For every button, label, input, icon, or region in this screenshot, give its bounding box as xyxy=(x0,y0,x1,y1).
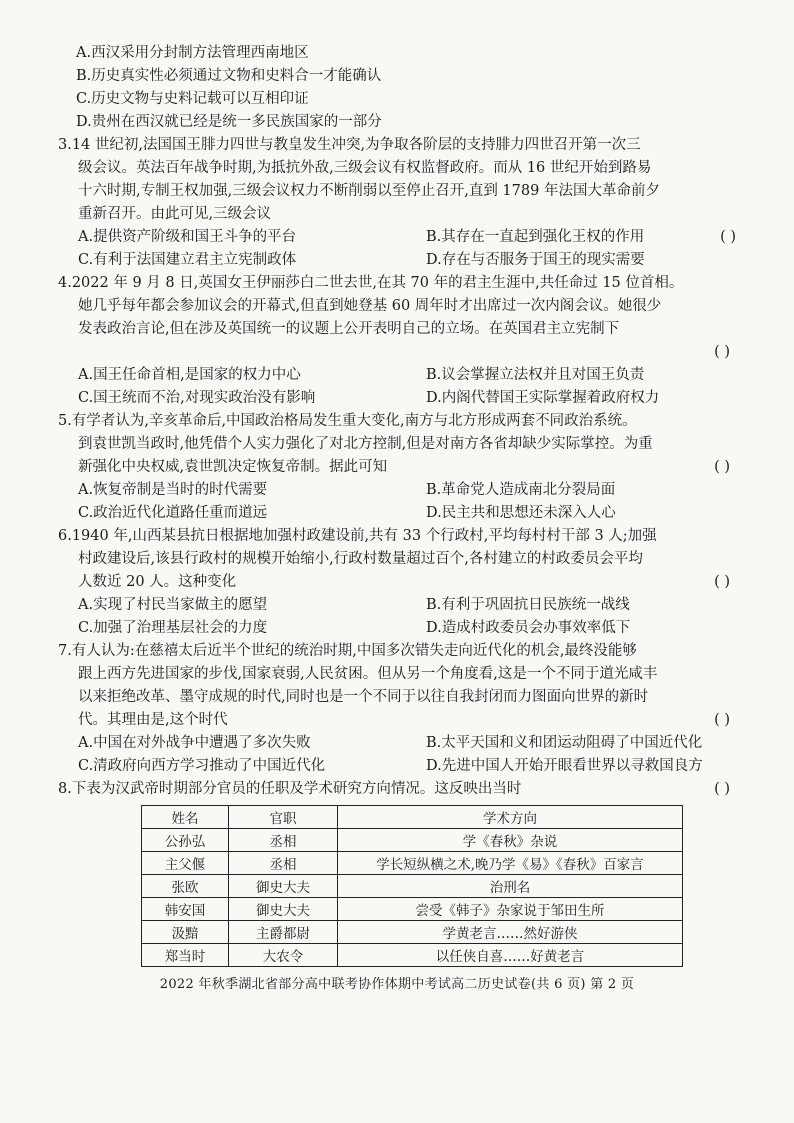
question-stem-line: 4.2022 年 9 月 8 日,英国女王伊丽莎白二世去世,在其 70 年的君主生涯中,共任命过 15 位首相。 xyxy=(58,275,684,291)
question-stem-line: 重新召开。由此可见,三级会议 xyxy=(78,206,272,222)
cell-academic: 学《春秋》杂说 xyxy=(338,829,683,852)
option-d: D.存在与否服务于国王的现实需要 xyxy=(426,252,645,268)
table-row xyxy=(142,875,683,898)
question-stem-line: 到袁世凯当政时,他凭借个人实力强化了对北方控制,但是对南方各省却缺少实际掌控。为重 xyxy=(78,436,653,452)
question-stem-line: 级会议。英法百年战争时期,为抵抗外敌,三级会议有权监督政府。而从 16 世纪开始到路易 xyxy=(78,160,652,176)
option-c: C.有利于法国建立君主立宪制政体 xyxy=(78,252,297,268)
option-b: B.太平天国和义和团运动阻碍了中国近代化 xyxy=(426,735,703,751)
cell-name: 张欧 xyxy=(142,875,229,898)
question-stem-line: 发表政治言论,但在涉及英国统一的议题上公开表明自己的立场。在英国君主立宪制下 xyxy=(78,321,620,337)
answer-paren: ( ) xyxy=(714,344,730,360)
column-header-name: 姓名 xyxy=(142,806,229,829)
cell-name: 韩安国 xyxy=(142,898,229,921)
cell-academic: 学黄老言……然好游侠 xyxy=(338,921,683,944)
question-stem-line: 十六时期,专制王权加强,三级会议权力不断削弱以至停止召开,直到 1789 年法国大革命前夕 xyxy=(78,183,660,199)
option-a: A.恢复帝制是当时的时代需要 xyxy=(78,482,268,498)
option-d: D.内阁代替国王实际掌握着政府权力 xyxy=(426,390,660,406)
table-row xyxy=(142,852,683,875)
question-stem-line xyxy=(58,456,752,479)
cell-office: 大农令 xyxy=(229,944,338,967)
option-c: C.清政府向西方学习推动了中国近代化 xyxy=(78,758,326,774)
option-a: A.中国在对外战争中遭遇了多次失败 xyxy=(78,735,311,751)
question-7 xyxy=(58,640,752,778)
option-a: A.国王任命首相,是国家的权力中心 xyxy=(78,367,301,383)
question-stem-line: 跟上西方先进国家的步伐,国家衰弱,人民贫困。但从另一个角度看,这是一个不同于道光咸丰 xyxy=(78,666,658,682)
question-stem-text: 人数近 20 人。这种变化 xyxy=(78,574,237,590)
cell-office: 御史大夫 xyxy=(229,898,338,921)
question-stem-line: 7.有人认为:在慈禧太后近半个世纪的统治时期,中国多次错失走向近代化的机会,最终没能够 xyxy=(58,643,637,659)
cell-academic: 学长短纵横之术,晚乃学《易》《春秋》百家言 xyxy=(338,852,683,875)
table-row xyxy=(142,921,683,944)
option-c: C.历史文物与史料记载可以互相印证 xyxy=(76,91,309,107)
cell-office: 主爵都尉 xyxy=(229,921,338,944)
question-3 xyxy=(58,134,752,272)
option-a: A.西汉采用分封制方法管理西南地区 xyxy=(76,45,309,61)
cell-academic: 以任侠自喜……好黄老言 xyxy=(338,944,683,967)
column-header-office: 官职 xyxy=(229,806,338,829)
cell-academic: 治刑名 xyxy=(338,875,683,898)
answer-paren: ( ) xyxy=(714,712,730,728)
question-stem-line xyxy=(58,709,752,732)
option-d: D.民主共和思想还未深入人心 xyxy=(426,505,616,521)
table-row xyxy=(142,944,683,967)
cell-name: 公孙弘 xyxy=(142,829,229,852)
option-b: B.革命党人造成南北分裂局面 xyxy=(426,482,616,498)
option-d: D.贵州在西汉就已经是统一多民族国家的一部分 xyxy=(76,114,382,130)
question-6 xyxy=(58,525,752,640)
officials-table xyxy=(141,805,683,967)
option-b: B.议会掌握立法权并且对国王负责 xyxy=(426,367,645,383)
question-stem-line: 5.有学者认为,辛亥革命后,中国政治格局发生重大变化,南方与北方形成两套不同政治系统。 xyxy=(58,413,637,429)
answer-paren: ( ) xyxy=(714,459,730,475)
cell-office: 丞相 xyxy=(229,852,338,875)
table-row xyxy=(142,898,683,921)
cell-academic: 尝受《韩子》杂家说于邹田生所 xyxy=(338,898,683,921)
option-a: A.提供资产阶级和国王斗争的平台 xyxy=(78,229,297,245)
answer-paren: ( ) xyxy=(714,574,730,590)
option-c: C.国王统而不治,对现实政治没有影响 xyxy=(78,390,316,406)
cell-office: 御史大夫 xyxy=(229,875,338,898)
option-b: B.有利于巩固抗日民族统一战线 xyxy=(426,597,630,613)
cell-name: 主父偃 xyxy=(142,852,229,875)
question-4 xyxy=(58,272,752,410)
option-a: A.实现了村民当家做主的愿望 xyxy=(78,597,268,613)
table-row xyxy=(142,829,683,852)
column-header-academic: 学术方向 xyxy=(338,806,683,829)
question-stem-text: 代。其理由是,这个时代 xyxy=(78,712,228,728)
question-stem-line xyxy=(58,778,752,801)
page-footer: 2022 年秋季湖北省部分高中联考协作体期中考试高二历史试卷(共 6 页) 第 2 页 xyxy=(159,977,635,992)
answer-paren: ( ) xyxy=(720,229,736,245)
option-d: D.造成村政委员会办事效率低下 xyxy=(426,620,631,636)
question-5 xyxy=(58,410,752,525)
option-b: B.其存在一直起到强化王权的作用 xyxy=(426,229,645,245)
option-d: D.先进中国人开始开眼看世界以寻救国良方 xyxy=(426,758,703,774)
cell-name: 汲黯 xyxy=(142,921,229,944)
option-c: C.加强了治理基层社会的力度 xyxy=(78,620,268,636)
option-b: B.历史真实性必须通过文物和史料合一才能确认 xyxy=(76,68,382,84)
question-stem-text: 8.下表为汉武帝时期部分官员的任职及学术研究方向情况。这反映出当时 xyxy=(58,781,522,797)
question-2-options xyxy=(58,42,752,134)
question-stem-line: 她几乎每年都会参加议会的开幕式,但直到她登基 60 周年时才出席过一次内阁会议。她很少 xyxy=(78,298,662,314)
cell-office: 丞相 xyxy=(229,829,338,852)
table-header-row xyxy=(142,806,683,829)
question-stem-line: 3.14 世纪初,法国国王腓力四世与教皇发生冲突,为争取各阶层的支持腓力四世召开第一次三 xyxy=(58,137,641,153)
cell-name: 郑当时 xyxy=(142,944,229,967)
question-stem-line: 以来拒绝改革、墨守成规的时代,同时也是一个不同于以往自我封闭而力图面向世界的新时 xyxy=(78,689,649,705)
question-8 xyxy=(58,778,752,801)
question-stem-line xyxy=(58,571,752,594)
question-stem-line: 村政建设后,该县行政村的规模开始缩小,行政村数量超过百个,各村建立的村政委员会平均 xyxy=(78,551,643,567)
option-c: C.政治近代化道路任重而道远 xyxy=(78,505,268,521)
question-stem-text: 新强化中央权威,袁世凯决定恢复帝制。据此可知 xyxy=(78,459,388,475)
exam-content xyxy=(58,42,752,801)
question-stem-line: 6.1940 年,山西某县抗日根据地加强村政建设前,共有 33 个行政村,平均每村村干部 3 人;加强 xyxy=(58,528,657,544)
answer-paren: ( ) xyxy=(714,781,730,797)
